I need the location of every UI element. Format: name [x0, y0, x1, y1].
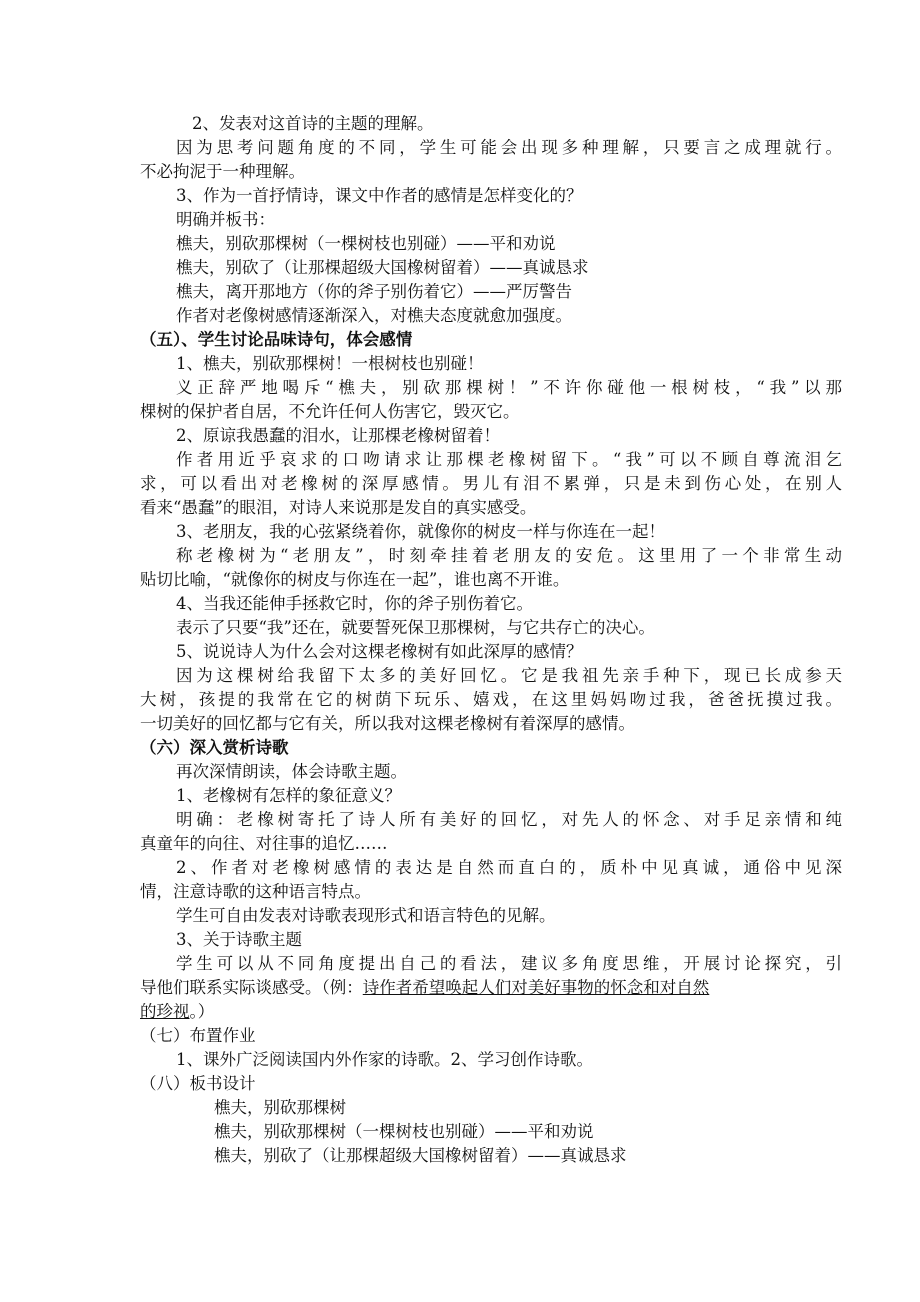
paragraph-line: 明确并板书： — [176, 210, 275, 229]
paragraph-line: 称老橡树为“老朋友”，时刻牵挂着老朋友的安危。这里用了一个非常生动 — [176, 546, 842, 565]
paragraph-line: 作者对老像树感情逐渐深入，对樵夫态度就愈加强度。 — [176, 306, 572, 325]
paragraph-line — [140, 1000, 920, 1024]
list-item: 1、老橡树有怎样的象征意义？ — [176, 786, 401, 805]
paragraph-line: 情，注意诗歌的这种语言特点。 — [140, 882, 371, 901]
board-line: 樵夫，离开那地方（你的斧子别伤着它）——严厉警告 — [176, 282, 572, 301]
paragraph-line: 真童年的向往、对往事的追忆…… — [140, 834, 388, 853]
list-item: 3、老朋友，我的心弦紧绕着你，就像你的树皮一样与你连在一起！ — [176, 522, 665, 541]
list-item: 3、关于诗歌主题 — [176, 930, 302, 949]
list-item: 5、说说诗人为什么会对这棵老橡树有如此深厚的感情？ — [176, 642, 583, 661]
list-item: 4、当我还能伸手拯救它时，你的斧子别伤着它。 — [176, 594, 533, 613]
paragraph-line: 义正辞严地喝斥“樵夫，别砍那棵树！”不许你碰他一根树枝，“我”以那 — [176, 378, 842, 397]
section-heading: （五）、学生讨论品味诗句，体会感情 — [140, 330, 413, 349]
list-item: 2、作者对老橡树感情的表达是自然而直白的，质朴中见真诚，通俗中见深 — [176, 858, 842, 877]
paragraph-line: 学生可自由发表对诗歌表现形式和语言特色的见解。 — [176, 906, 556, 925]
board-line: 樵夫，别砍那棵树 — [214, 1098, 346, 1117]
paragraph-line: 明确：老橡树寄托了诗人所有美好的回忆，对先人的怀念、对手足亲情和纯 — [176, 810, 842, 829]
board-line: 樵夫，别砍了（让那棵超级大国橡树留着）——真诚恳求 — [214, 1146, 627, 1165]
board-line: 樵夫，别砍了（让那棵超级大国橡树留着）——真诚恳求 — [176, 258, 589, 277]
paragraph-line — [140, 976, 920, 1000]
list-item: 2、原谅我愚蠢的泪水，让那棵老橡树留着！ — [176, 426, 500, 445]
paragraph-line: 作者用近乎哀求的口吻请求让那棵老橡树留下。“我”可以不顾自尊流泪乞 — [176, 450, 842, 469]
paragraph-line: 一切美好的回忆都与它有关，所以我对这棵老橡树有着深厚的感情。 — [140, 714, 635, 733]
paragraph-line: 不必拘泥于一种理解。 — [140, 162, 305, 181]
underlined-text: 诗作者希望唤起人们对美好事物的怀念和对自然 — [362, 978, 710, 997]
list-item: 2、发表对这首诗的主题的理解。 — [192, 114, 434, 133]
board-line: 樵夫，别砍那棵树（一棵树枝也别碰）——平和劝说 — [214, 1122, 594, 1141]
paragraph-line: 再次深情朗读，体会诗歌主题。 — [176, 762, 407, 781]
paragraph-line: 大树，孩提的我常在它的树荫下玩乐、嬉戏，在这里妈妈吻过我，爸爸抚摸过我。 — [140, 690, 842, 709]
paragraph-line: 贴切比喻，“就像你的树皮与你连在一起”，谁也离不开谁。 — [140, 570, 570, 589]
text-segment: 导他们联系实际谈感受。（例： — [140, 978, 363, 997]
section-heading: （六）深入赏析诗歌 — [140, 738, 289, 757]
paragraph-line: 表示了只要“我”还在，就要誓死保卫那棵树，与它共存亡的决心。 — [176, 618, 655, 637]
paragraph-line: 因为这棵树给我留下太多的美好回忆。它是我祖先亲手种下，现已长成参天 — [176, 666, 842, 685]
list-item: 1、樵夫，别砍那棵树！一根树枝也别碰！ — [176, 354, 484, 373]
section-heading: （七）布置作业 — [140, 1026, 256, 1045]
list-item: 1、课外广泛阅读国内外作家的诗歌。2、学习创作诗歌。 — [176, 1050, 593, 1069]
paragraph-line: 学生可以从不同角度提出自己的看法，建议多角度思维，开展讨论探究，引 — [176, 954, 842, 973]
paragraph-line: 求，可以看出对老橡树的深厚感情。男儿有泪不累弹，只是未到伤心处，在别人 — [140, 474, 842, 493]
list-item: 3、作为一首抒情诗，课文中作者的感情是怎样变化的？ — [176, 186, 583, 205]
section-heading: （八）板书设计 — [140, 1074, 256, 1093]
underlined-text: 的珍视 — [140, 1002, 190, 1021]
board-line: 樵夫，别砍那棵树（一棵树枝也别碰）——平和劝说 — [176, 234, 556, 253]
paragraph-line: 因为思考问题角度的不同，学生可能会出现多种理解，只要言之成理就行。 — [176, 138, 842, 157]
paragraph-line: 看来“愚蠢”的眼泪，对诗人来说那是发自的真实感受。 — [140, 498, 537, 517]
text-segment: 。） — [189, 1002, 215, 1021]
paragraph-line: 棵树的保护者自居，不允许任何人伤害它，毁灭它。 — [140, 402, 520, 421]
